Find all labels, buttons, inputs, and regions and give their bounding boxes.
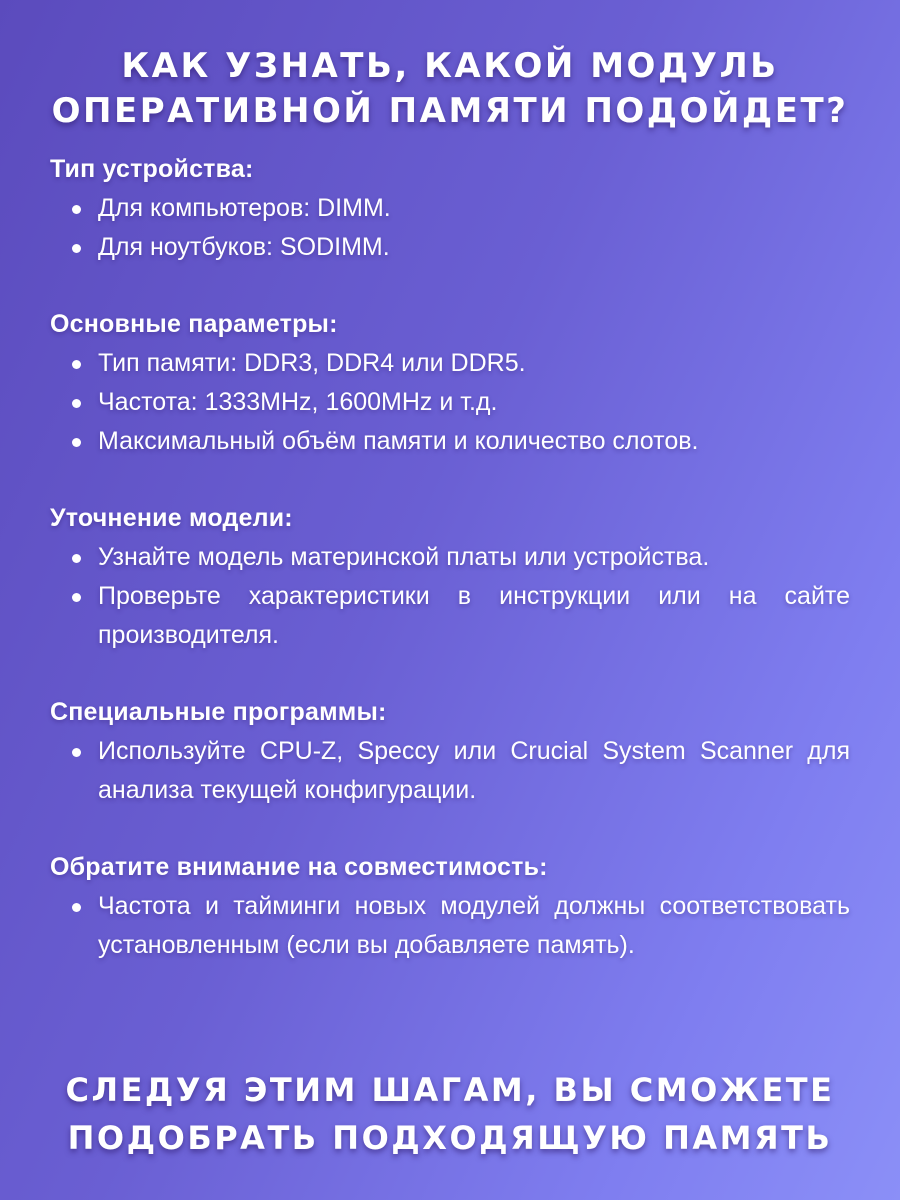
footer-line-2: ПОДОБРАТЬ ПОДХОДЯЩУЮ ПАМЯТЬ xyxy=(67,1119,833,1157)
bullet-list xyxy=(50,538,850,655)
section-heading: Тип устройства: xyxy=(50,155,254,183)
bullet-icon xyxy=(72,903,81,912)
bullet-icon xyxy=(72,438,81,447)
bullet-list xyxy=(50,189,850,267)
list-item xyxy=(50,577,850,655)
list-item xyxy=(50,344,850,383)
bullet-icon xyxy=(72,360,81,369)
list-item-text: Для ноутбуков: SODIMM. xyxy=(98,233,390,261)
section-compatibility xyxy=(50,848,850,965)
bullet-icon xyxy=(72,554,81,563)
list-item xyxy=(50,538,850,577)
footer-line-1: СЛЕДУЯ ЭТИМ ШАГАМ, ВЫ СМОЖЕТЕ xyxy=(65,1071,835,1109)
list-item-text: Максимальный объём памяти и количество слотов. xyxy=(98,427,699,455)
list-item-text: Используйте CPU-Z, Speccy или Crucial System Scanner для анализа текущей конфигурации. xyxy=(98,737,850,804)
list-item xyxy=(50,422,850,461)
section-heading: Обратите внимание на совместимость: xyxy=(50,853,548,881)
content-body xyxy=(50,150,850,1003)
bullet-icon xyxy=(72,205,81,214)
list-item-text: Проверьте характеристики в инструкции или на сайте производителя. xyxy=(98,582,850,649)
list-item xyxy=(50,732,850,810)
bullet-list xyxy=(50,732,850,810)
section-device-type xyxy=(50,150,850,267)
section-model-clarification xyxy=(50,499,850,655)
footer-conclusion xyxy=(0,1066,900,1162)
page-title xyxy=(0,44,900,134)
section-heading: Специальные программы: xyxy=(50,698,387,726)
list-item-text: Узнайте модель материнской платы или устройства. xyxy=(98,543,710,571)
section-special-programs xyxy=(50,693,850,810)
bullet-icon xyxy=(72,399,81,408)
section-heading: Основные параметры: xyxy=(50,310,338,338)
list-item-text: Для компьютеров: DIMM. xyxy=(98,194,391,222)
list-item xyxy=(50,383,850,422)
bullet-icon xyxy=(72,244,81,253)
section-main-parameters xyxy=(50,305,850,461)
list-item xyxy=(50,189,850,228)
list-item-text: Частота и тайминги новых модулей должны соответствовать установленным (если вы добавляете память). xyxy=(98,892,850,959)
page-title-line-1: КАК УЗНАТЬ, КАКОЙ МОДУЛЬ xyxy=(121,46,779,86)
list-item-text: Частота: 1333MHz, 1600MHz и т.д. xyxy=(98,388,498,416)
section-heading: Уточнение модели: xyxy=(50,504,293,532)
list-item xyxy=(50,887,850,965)
page-title-line-2: ОПЕРАТИВНОЙ ПАМЯТИ ПОДОЙДЕТ? xyxy=(51,91,849,131)
bullet-icon xyxy=(72,593,81,602)
bullet-icon xyxy=(72,748,81,757)
bullet-list xyxy=(50,887,850,965)
bullet-list xyxy=(50,344,850,461)
list-item-text: Тип памяти: DDR3, DDR4 или DDR5. xyxy=(98,349,526,377)
list-item xyxy=(50,228,850,267)
